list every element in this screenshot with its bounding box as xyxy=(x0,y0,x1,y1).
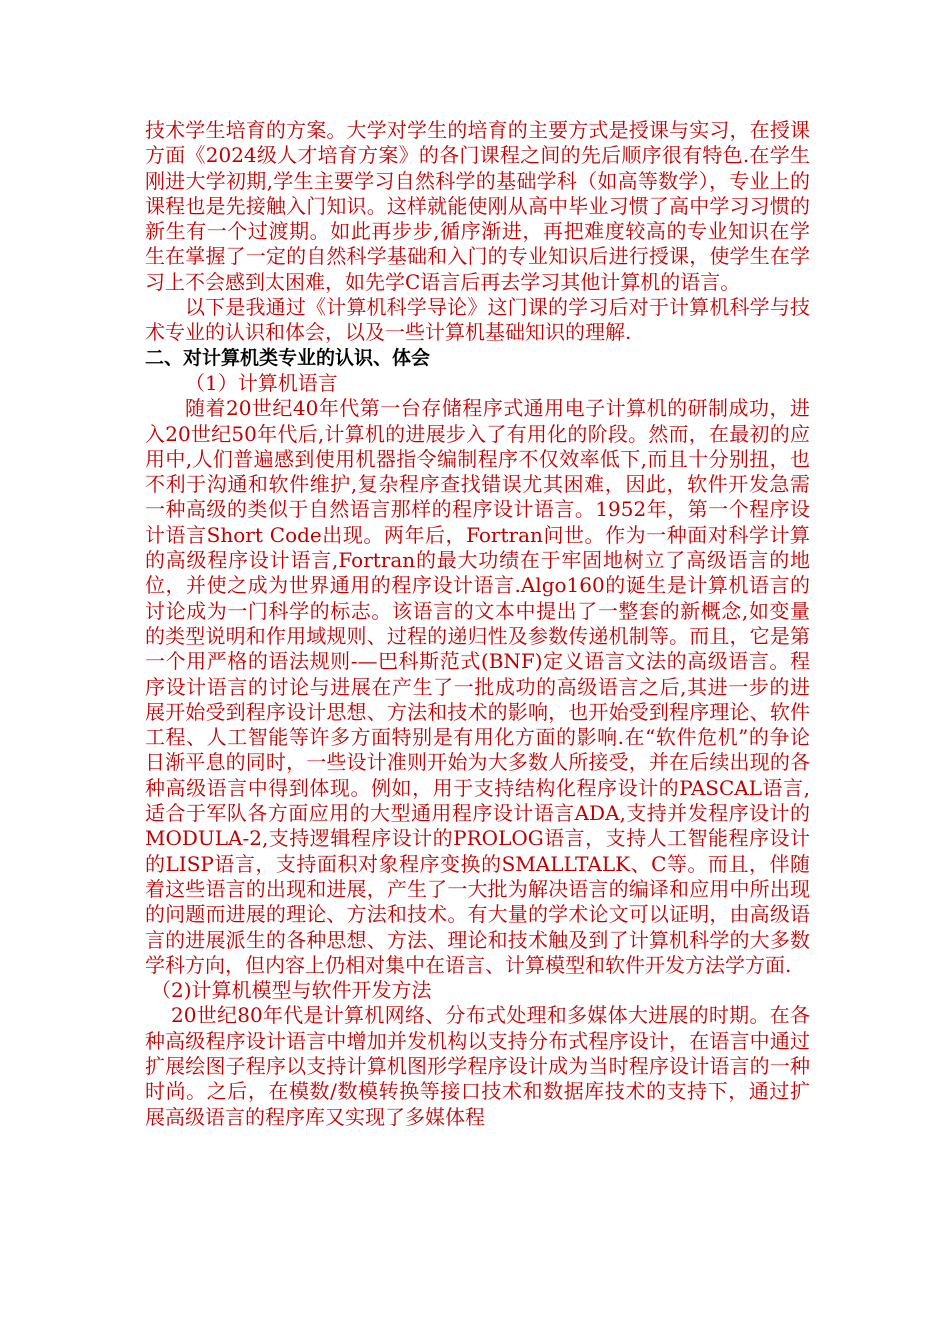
paragraph-following: 以下是我通过《计算机科学导论》这门课的学习后对于计算机科学与技术专业的认识和体会，以及一些计算机基础知识的理解. xyxy=(145,295,810,345)
paragraph-computer-language: 随着20世纪40年代第一台存储程序式通用电子计算机的研制成功，进入20世纪50年代后,计算机的进展步入了有用化的阶段。然而，在最初的应用中,人们普遍感到使用机器指令编制程序不仅效率低下,而且十分别扭，也不利于沟通和软件维护,复杂程序查找错误尤其困难，因此，软件开发急需一种高级的类似于自然语言那样的程序设计语言。1952年，第一个程序设计语言Short Code出现。两年后，Fortran问世。作为一种面对科学计算的高级程序设计语言,Fortran的最大功绩在于牢固地树立了高级语言的地位，并使之成为世界通用的程序设计语言.Algo160的诞生是计算机语言的讨论成为一门科学的标志。该语言的文本中提出了一整套的新概念,如变量的类型说明和作用域规则、过程的递归性及参数传递机制等。而且，它是第一个用严格的语法规则-—巴科斯范式(BNF)定义语言文法的高级语言。程序设计语言的讨论与进展在产生了一批成功的高级语言之后,其进一步的进展开始受到程序设计思想、方法和技术的影响，也开始受到程序理论、软件工程、人工智能等许多方面特别是有用化方面的影响.在“软件危机”的争论日渐平息的同时，一些设计准则开始为大多数人所接受，并在后续出现的各种高级语言中得到体现。例如，用于支持结构化程序设计的PASCAL语言,适合于军队各方面应用的大型通用程序设计语言ADA,支持并发程序设计的MODULA-2,支持逻辑程序设计的PROLOG语言，支持人工智能程序设计的LISP语言，支持面积对象程序变换的SMALLTALK、C等。而且，伴随着这些语言的出现和进展，产生了一大批为解决语言的编译和应用中所出现的问题而进展的理论、方法和技术。有大量的学术论文可以证明，由高级语言的进展派生的各种思想、方法、理论和技术触及到了计算机科学的大多数学科方向，但内容上仍相对集中在语言、计算模型和软件开发方法学方面. xyxy=(145,396,810,977)
subsection-heading-2: （2)计算机模型与软件开发方法 xyxy=(151,978,432,1003)
document-body xyxy=(145,118,810,1130)
paragraph-intro: 技术学生培育的方案。大学对学生的培育的主要方式是授课与实习，在授课方面《2024级人才培育方案》的各门课程之间的先后顺序很有特色.在学生刚进大学初期,学生主要学习自然科学的基础学科（如高等数学），专业上的课程也是先接触入门知识。这样就能使刚从高中毕业习惯了高中学习习惯的新生有一个过渡期。如此再步步,循序渐进，再把难度较高的专业知识在学生在掌握了一定的自然科学基础和入门的专业知识后进行授课，使学生在学习上不会感到太困难，如先学C语言后再去学习其他计算机的语言。 xyxy=(145,118,810,294)
paragraph-computer-model: 20世纪80年代是计算机网络、分布式处理和多媒体大进展的时期。在各种高级程序设计语言中增加并发机构以支持分布式程序设计，在语言中通过扩展绘图子程序以支持计算机图形学程序设计成为当时程序设计语言的一种时尚。之后，在模数/数模转换等接口技术和数据库技术的支持下，通过扩展高级语言的程序库又实现了多媒体程 xyxy=(145,1003,810,1129)
section-heading: 二、对计算机类专业的认识、体会 xyxy=(145,346,431,369)
subsection-heading-1: （1）计算机语言 xyxy=(185,370,338,395)
